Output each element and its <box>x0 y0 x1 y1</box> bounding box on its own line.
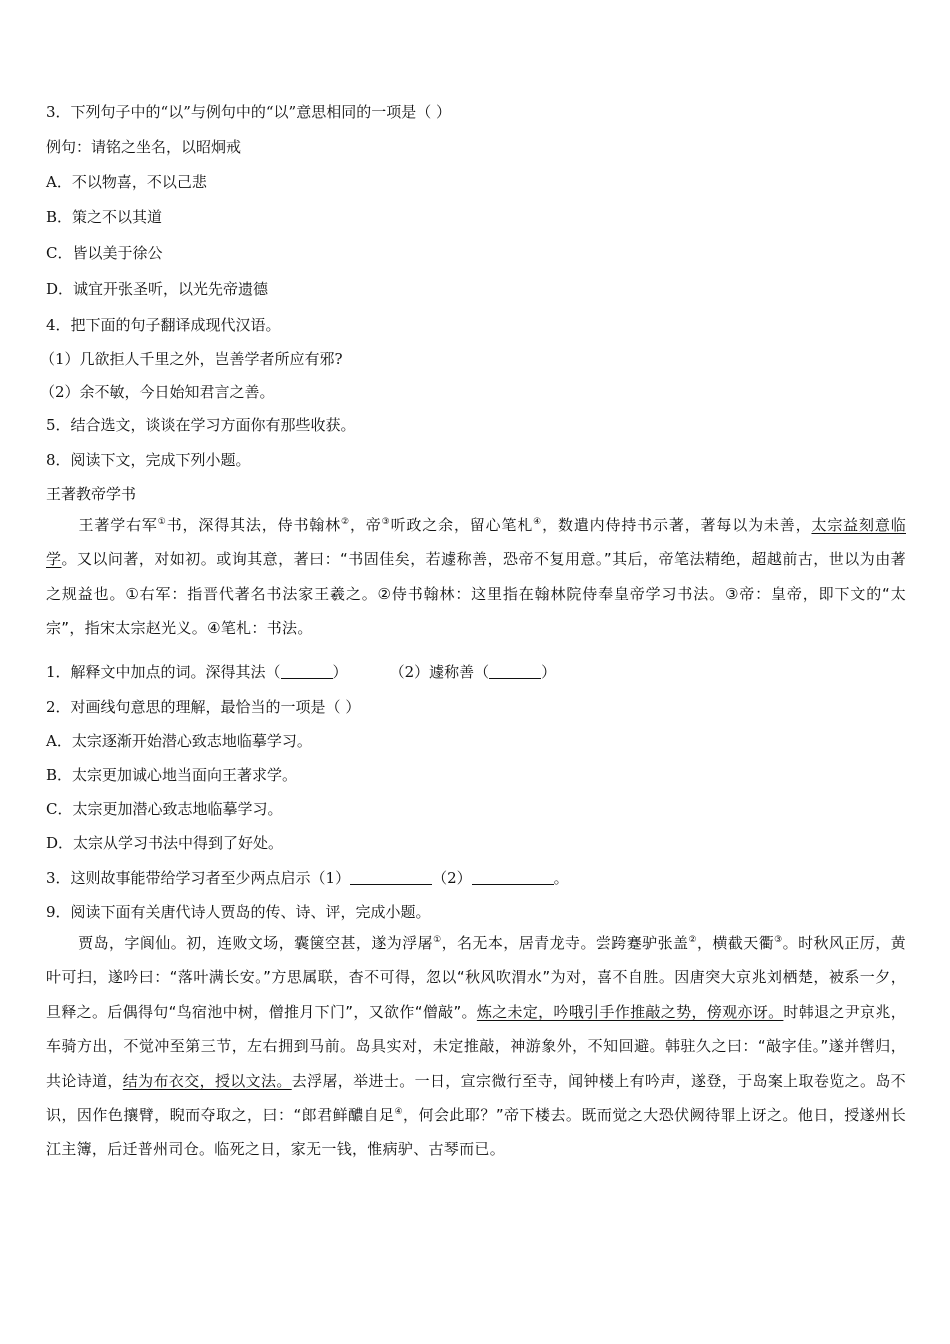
passage-jia-dao: 贾岛，字阆仙。初，连败文场，囊箧空甚，遂为浮屠①，名无本，居青龙寺。尝跨蹇驴张盖②，横截天衢③。时秋风正厉，黄叶可扫，遂吟曰：“落叶满长安。”方思属联，杳不可得，忽以“秋风吹渭水”为对，喜不自胜。因唐突大京兆刘栖楚，被系一夕，旦释之。后偶得句“鸟宿池中树，僧推月下门”，又欲作“僧敲”。炼之未定，吟哦引手作推敲之势，傍观亦讶。时韩退之尹京兆，车骑方出，不觉冲至第三节，左右拥到马前。岛具实对，未定推敲，神游象外，不知回避。韩驻久之曰：“敲字佳。”遂并辔归，共论诗道，结为布衣交，授以文法。去浮屠，举进士。一日，宣宗微行至寺，闻钟楼上有吟声，遂登，于岛案上取卷览之。岛不识，因作色攘臂，睨而夺取之，曰：“郎君鲜醲自足④，何会此耶？”帝下楼去。既而觉之大恐伏阙待罪上讶之。他日，授遂州长江主簿，后迁普州司仓。临死之日，家无一钱，惟病驴、古琴而已。 <box>46 934 906 1159</box>
answer-blank[interactable] <box>350 870 432 885</box>
question-8-sub-3: 3．这则故事能带给学习者至少两点启示（1） （2） 。 <box>46 869 569 887</box>
question-8-sub-1: 1．解释文中加点的词。深得其法（ ） （2）遽称善（ ） <box>46 663 557 681</box>
answer-blank[interactable] <box>281 664 333 679</box>
question-4-item-2: （2）余不敏，今日始知君言之善。 <box>40 383 275 401</box>
question-8-sub-2-stem: 2．对画线句意思的理解，最恰当的一项是（ ） <box>46 698 361 716</box>
underlined-sentence-2: 结为布衣交，授以文法。 <box>122 1071 292 1090</box>
question-5-stem: 5．结合选文，谈谈在学习方面你有那些收获。 <box>46 416 356 434</box>
question-8-sub-2-option-c: C．太宗更加潜心致志地临摹学习。 <box>46 800 283 818</box>
question-3-option-c: C．皆以美于徐公 <box>46 244 163 262</box>
question-4-item-1: （1）几欲拒人千里之外，岂善学者所应有邪? <box>40 350 343 368</box>
question-3-option-b: B．策之不以其道 <box>46 208 163 226</box>
question-8-sub-2-option-b: B．太宗更加诚心地当面向王著求学。 <box>46 766 298 784</box>
question-8-sub-2-option-d: D．太宗从学习书法中得到了好处。 <box>46 834 284 852</box>
underlined-sentence-1: 炼之未定，吟哦引手作推敲之势，傍观亦讶。 <box>476 1002 784 1021</box>
question-3-option-d: D．诚宜开张圣听，以光先帝遗德 <box>46 280 269 298</box>
passage-title: 王著教帝学书 <box>46 485 137 503</box>
question-3-option-a: A．不以物喜，不以己悲 <box>46 173 207 191</box>
question-4-stem: 4．把下面的句子翻译成现代汉语。 <box>46 316 281 334</box>
question-9-stem: 9．阅读下面有关唐代诗人贾岛的传、诗、评，完成小题。 <box>46 903 431 921</box>
passage-wang-zhu: 王著学右军①书，深得其法，侍书翰林②，帝③听政之余，留心笔札④，数遣内侍持书示著，著每以为未善，太宗益刻意临学。又以问著，对如初。或询其意，著曰：“书固佳矣，若遽称善，恐帝不复用意。”其后，帝笔法精绝，超越前古，世以为由著之规益也。①右军：指晋代著名书法家王羲之。②侍书翰林：这里指在翰林院侍奉皇帝学习书法。③帝：皇帝，即下文的“太宗”，指宋太宗赵光义。④笔札：书法。 <box>46 516 906 638</box>
question-8-stem: 8．阅读下文，完成下列小题。 <box>46 451 251 469</box>
underlined-sentence: 太宗益刻意临学 <box>46 516 906 569</box>
question-3-stem: 3．下列句子中的“以”与例句中的“以”意思相同的一项是（ ） <box>46 103 451 121</box>
answer-blank[interactable] <box>489 664 541 679</box>
question-3-example: 例句：请铭之坐名，以昭炯戒 <box>46 138 242 156</box>
answer-blank[interactable] <box>472 870 554 885</box>
question-8-sub-2-option-a: A．太宗逐渐开始潜心致志地临摹学习。 <box>46 732 312 750</box>
